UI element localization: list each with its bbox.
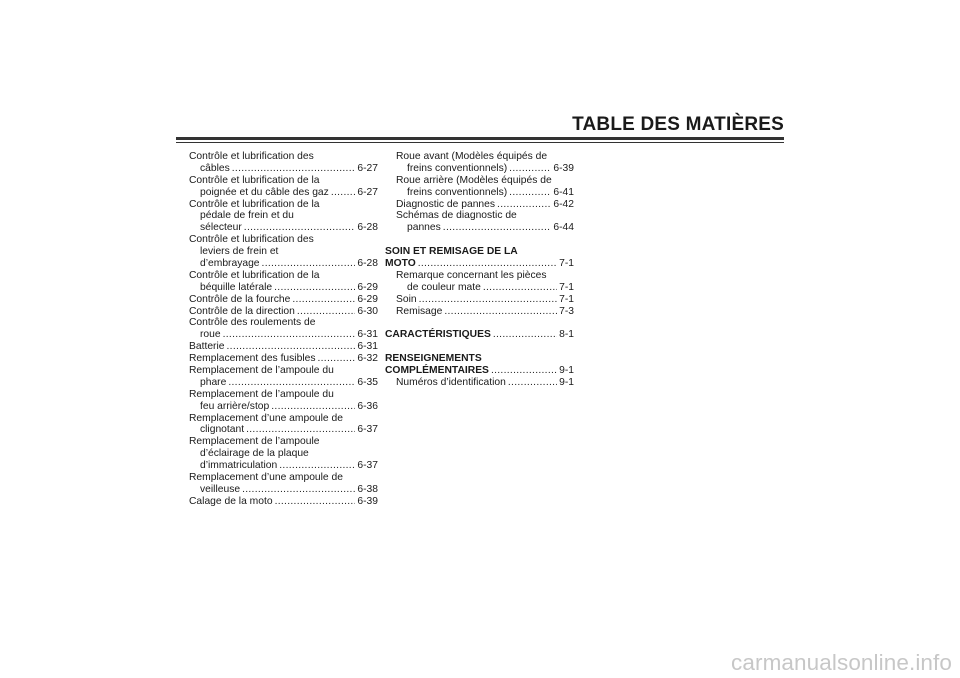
toc-entry-label: Roue arrière (Modèles équipés de [396,174,552,186]
toc-page-number: 6-28 [357,222,378,234]
toc-leader-dots [297,306,356,318]
toc-entry[interactable] [385,306,574,318]
toc-entry-label: Remplacement de l’ampoule du [189,365,334,377]
page-title: TABLE DES MATIÈRES [572,114,784,135]
toc-entry[interactable] [189,353,378,365]
toc-leader-dots [317,353,355,365]
toc-entry-label: poignée et du câble des gaz [200,186,329,198]
toc-entry-label: Calage de la moto [189,495,273,507]
toc-leader-dots [242,484,355,496]
toc-page-number: 6-28 [357,258,378,270]
toc-spacer [385,317,574,329]
toc-entry[interactable] [189,377,378,389]
header-rule-thick [176,137,784,140]
toc-entry[interactable] [385,187,574,199]
toc-entry-label: Contrôle et lubrification de la [189,198,320,210]
toc-page-number: 7-1 [559,258,574,270]
toc-page-number: 6-37 [357,424,378,436]
toc-entry-label: freins conventionnels) [407,186,508,198]
toc-entry-label: pédale de frein et du [200,210,294,222]
toc-entry-label: Roue avant (Modèles équipés de [396,151,548,162]
toc-entry[interactable] [385,365,574,377]
toc-page-number: 6-31 [357,329,378,341]
toc-line [189,413,378,425]
toc-entry-label: Batterie [189,341,225,353]
toc-entry[interactable] [385,258,574,270]
toc-page-number: 6-39 [357,495,378,507]
toc-leader-dots [444,306,557,318]
toc-entry-label: câbles [200,162,230,174]
toc-line [189,151,378,163]
toc-line [189,472,378,484]
toc-entry-label: leviers de frein et [200,246,279,258]
toc-line [385,246,574,258]
toc-entry[interactable] [189,222,378,234]
toc-leader-dots [419,294,558,306]
toc-page-number: 9-1 [559,376,574,388]
toc-page-number: 6-36 [357,400,378,412]
toc-leader-dots [497,199,551,211]
toc-entry-label: Contrôle et lubrification de la [189,174,320,186]
toc-leader-dots [274,282,355,294]
toc-leader-dots [509,163,551,175]
toc-page-number: 6-30 [357,305,378,317]
toc-entry[interactable] [189,163,378,175]
toc-entry-label: Remplacement de l’ampoule du [189,388,334,400]
toc-leader-dots [232,163,356,175]
toc-page-number: 6-27 [357,186,378,198]
toc-entry-label: d’immatriculation [200,460,278,472]
toc-entry-label: Remplacement d’une ampoule de [189,472,343,484]
toc-page-number: 6-44 [553,222,574,234]
toc-entry-label: clignotant [200,424,245,436]
toc-right-column [385,151,574,389]
toc-entry-label: Contrôle et lubrification des [189,151,314,162]
toc-leader-dots [493,329,557,341]
toc-leader-dots [271,401,355,413]
toc-leader-dots [246,424,355,436]
toc-entry[interactable] [385,329,574,341]
toc-leader-dots [443,222,552,234]
toc-leader-dots [483,282,557,294]
toc-page-number: 7-1 [559,293,574,305]
toc-entry[interactable] [189,496,378,508]
toc-entry-label: Remisage [396,305,443,317]
toc-line [385,353,574,365]
toc-entry[interactable] [189,460,378,472]
toc-leader-dots [509,187,551,199]
toc-leader-dots [418,258,557,270]
toc-entry-label: Schémas de diagnostic de [396,210,517,222]
toc-entry-label: Contrôle de la fourche [189,293,291,305]
toc-page-number: 6-27 [357,162,378,174]
toc-entry-label: Remplacement des fusibles [189,353,316,365]
toc-entry-label: pannes [407,222,441,234]
toc-entry[interactable] [385,377,574,389]
toc-line [385,151,574,163]
toc-page-number: 6-37 [357,460,378,472]
toc-entry[interactable] [385,222,574,234]
toc-page-number: 6-32 [357,353,378,365]
toc-entry-label: Contrôle des roulements de [189,317,316,329]
toc-page-number: 6-31 [357,341,378,353]
toc-page-number: 6-35 [357,376,378,388]
toc-entry[interactable] [189,329,378,341]
toc-entry[interactable] [189,306,378,318]
toc-page-number: 7-1 [559,281,574,293]
toc-entry-label: d’éclairage de la plaque [200,448,309,460]
toc-entry[interactable] [385,294,574,306]
toc-line [189,234,378,246]
watermark: carmanualsonline.info [731,650,952,675]
toc-line [385,270,574,282]
toc-entry-label: d’embrayage [200,258,260,270]
toc-leader-dots [223,329,356,341]
toc-entry[interactable] [189,424,378,436]
toc-leader-dots [227,341,356,353]
toc-line [189,448,378,460]
toc-page-number: 6-39 [553,162,574,174]
toc-leader-dots [262,258,356,270]
toc-entry-label: SOIN ET REMISAGE DE LA [385,246,518,258]
toc-line [189,389,378,401]
toc-entry-label: Remplacement d’une ampoule de [189,412,343,424]
toc-entry-label: Contrôle et lubrification de la [189,269,320,281]
toc-entry-label: MOTO [385,258,416,270]
toc-line [189,365,378,377]
toc-spacer [385,234,574,246]
toc-entry-label: roue [200,329,221,341]
toc-page-number: 6-38 [357,483,378,495]
toc-entry[interactable] [189,401,378,413]
toc-entry-label: COMPLÉMENTAIRES [385,365,489,377]
toc-entry-label: sélecteur [200,222,242,234]
toc-line [385,210,574,222]
toc-entry-label: Diagnostic de pannes [396,198,496,210]
toc-entry[interactable] [189,258,378,270]
toc-entry-label: Numéros d’identification [396,376,506,388]
toc-entry-label: de couleur mate [407,281,481,293]
toc-entry[interactable] [189,294,378,306]
toc-entry-label: freins conventionnels) [407,162,508,174]
toc-line [189,270,378,282]
toc-entry-label: Remarque concernant les pièces [396,269,547,281]
toc-entry[interactable] [189,282,378,294]
toc-leader-dots [491,365,557,377]
toc-left-column [189,151,378,508]
toc-page-number: 7-3 [559,305,574,317]
toc-entry-label: Contrôle et lubrification des [189,234,314,246]
toc-line [189,246,378,258]
toc-entry[interactable] [189,341,378,353]
toc-leader-dots [228,377,355,389]
toc-page-number: 6-29 [357,281,378,293]
toc-page-number: 6-41 [553,186,574,198]
toc-entry-label: Contrôle de la direction [189,305,295,317]
toc-leader-dots [275,496,356,508]
toc-line [189,199,378,211]
toc-page-number: 8-1 [559,329,574,341]
toc-leader-dots [331,187,356,199]
toc-line [189,317,378,329]
toc-entry-label: Soin [396,293,417,305]
toc-entry-label: béquille latérale [200,281,273,293]
toc-entry[interactable] [189,187,378,199]
toc-page-number: 6-29 [357,293,378,305]
toc-entry-label: CARACTÉRISTIQUES [385,329,491,341]
toc-entry-label: phare [200,376,227,388]
toc-spacer [385,341,574,353]
toc-entry-label: veilleuse [200,483,241,495]
toc-leader-dots [244,222,356,234]
toc-page-number: 6-42 [553,198,574,210]
toc-leader-dots [292,294,355,306]
toc-line [189,436,378,448]
toc-entry[interactable] [385,282,574,294]
header-rule-thin [176,142,784,143]
toc-leader-dots [279,460,355,472]
toc-entry[interactable] [385,199,574,211]
toc-entry-label: Remplacement de l’ampoule [189,436,320,448]
toc-entry[interactable] [189,484,378,496]
toc-line [385,175,574,187]
toc-leader-dots [508,377,557,389]
toc-line [189,210,378,222]
toc-entry[interactable] [385,163,574,175]
toc-line [189,175,378,187]
toc-page-number: 9-1 [559,365,574,377]
toc-entry-label: RENSEIGNEMENTS [385,353,482,365]
toc-entry-label: feu arrière/stop [200,400,270,412]
